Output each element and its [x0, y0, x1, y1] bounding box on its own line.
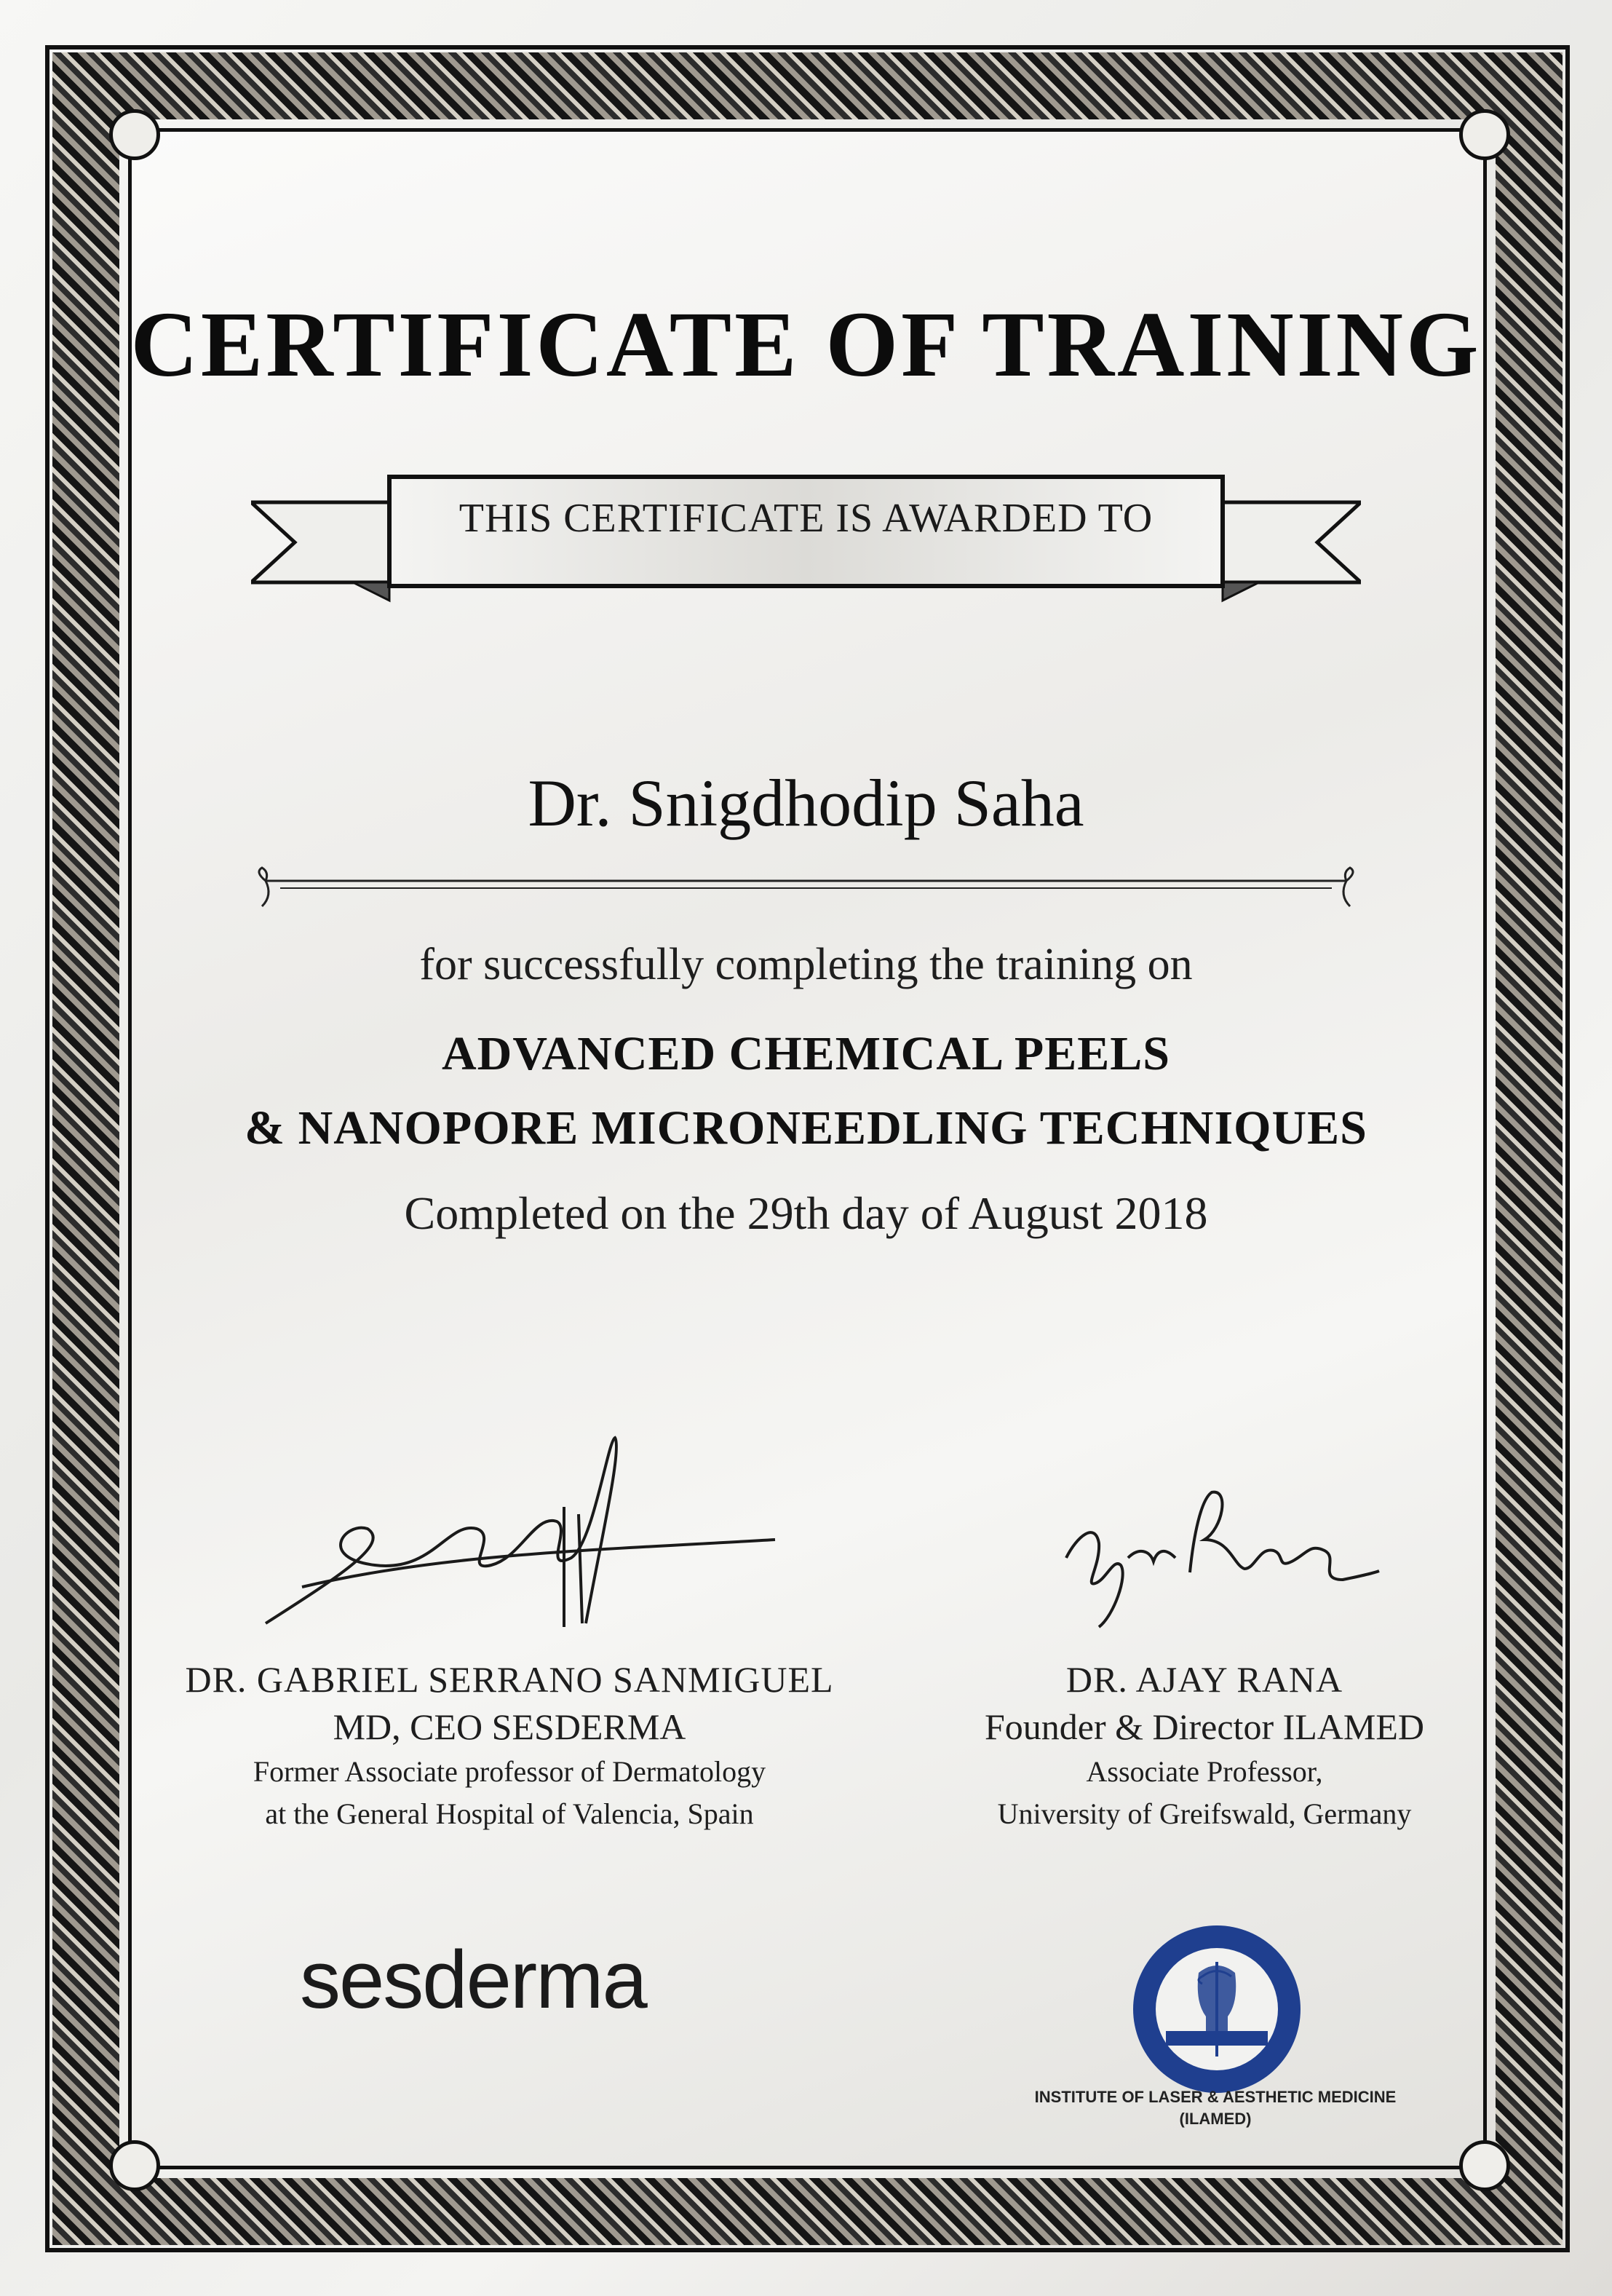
recipient-name: Dr. Snigdhodip Saha: [528, 766, 1084, 840]
signature-rana: [1055, 1478, 1383, 1638]
signatory-detail: at the General Hospital of Valencia, Spain: [265, 1797, 754, 1830]
course-title-line1: ADVANCED CHEMICAL PEELS: [442, 1027, 1170, 1080]
corner-ornament-top-left: [109, 109, 160, 160]
course-title-line2: & NANOPORE MICRONEEDLING TECHNIQUES: [245, 1101, 1367, 1155]
training-intro-line: for successfully completing the training on: [419, 940, 1193, 989]
corner-ornament-top-right: [1459, 109, 1510, 160]
flourish-divider: [251, 866, 1361, 910]
award-ribbon: [251, 473, 1361, 611]
signature-serrano: [258, 1434, 782, 1645]
signatory-role: MD, CEO SESDERMA: [333, 1706, 686, 1747]
signatory-name: DR. AJAY RANA: [1065, 1659, 1343, 1700]
signatory-role: Founder & Director ILAMED: [984, 1706, 1425, 1747]
ilamed-seal-logo: [1129, 1922, 1304, 2097]
certificate-title: CERTIFICATE OF TRAINING: [130, 293, 1482, 396]
ribbon-shape: [251, 473, 1361, 611]
institute-name: [917, 2086, 1514, 2130]
completion-date-line: Completed on the 29th day of August 2018: [404, 1187, 1208, 1239]
signatory-rana: [895, 1656, 1514, 1835]
signatory-serrano: [127, 1656, 892, 1835]
corner-ornament-bottom-left: [109, 2140, 160, 2191]
institute-name-line2: (ILAMED): [1179, 2110, 1252, 2128]
signatory-detail: Associate Professor,: [1086, 1755, 1323, 1788]
sesderma-logo: sesderma: [300, 1934, 646, 2025]
institute-name-line1: INSTITUTE OF LASER & AESTHETIC MEDICINE: [1034, 2088, 1397, 2106]
signatory-detail: Former Associate professor of Dermatology: [253, 1755, 766, 1788]
award-banner-text: THIS CERTIFICATE IS AWARDED TO: [458, 496, 1154, 541]
signatory-name: DR. GABRIEL SERRANO SANMIGUEL: [185, 1659, 834, 1700]
corner-ornament-bottom-right: [1459, 2140, 1510, 2191]
signatory-detail: University of Greifswald, Germany: [997, 1797, 1412, 1830]
